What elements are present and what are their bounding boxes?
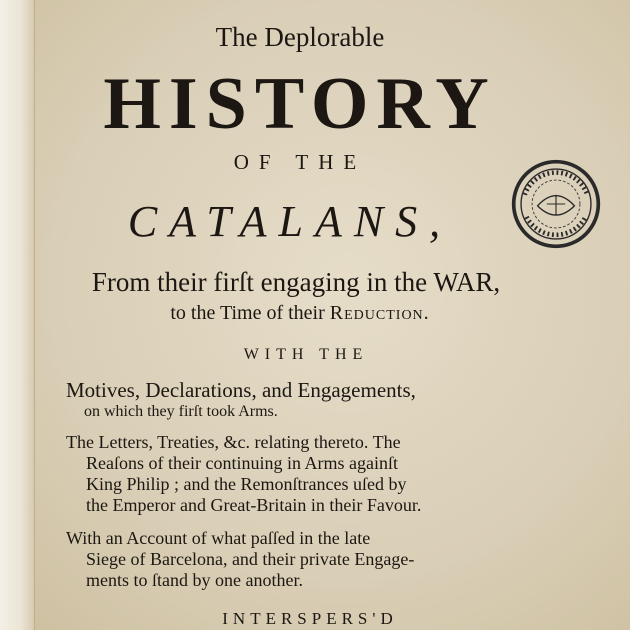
with-the-heading: WITH THE [243,346,369,363]
letters-paragraph [66,432,530,516]
motives-line-1: Motives, Declarations, and Engagements, [66,378,416,402]
motives-line-2: on which they firſt took Arms. [84,403,278,420]
subtitle-to-line [60,302,540,325]
account-paragraph [66,528,530,591]
account-line-1: With an Account of what paſſed in the late [66,528,371,548]
title-subject: CATALANS, [127,197,453,246]
letters-line-4: the Emperor and Great-Britain in their Favour. [86,495,422,515]
title-of-the: OF THE [233,150,367,174]
subtitle-from-line: From their firſt engaging in the WAR, [91,267,501,297]
page-gutter [0,0,35,630]
title-prefix: The Deplorable [215,22,385,52]
interspersed-heading: INTERSPERS'D [222,609,398,628]
letters-line-3: King Philip ; and the Remonſtrances uſed by [86,474,407,494]
letters-line-2: Reaſons of their continuing in Arms againſt [86,453,398,473]
account-line-2: Siege of Barcelona, and their private Engage- [86,549,415,569]
title-main: HISTORY [103,63,497,145]
library-stamp-icon [510,158,602,250]
motives-paragraph [66,380,530,422]
reduction-word: Reduction. [329,302,430,324]
to-line-text: to the Time of their [170,302,330,324]
letters-line-1: The Letters, Treaties, &c. relating thereto. The [66,432,401,452]
account-line-3: ments to ſtand by one another. [86,570,303,590]
